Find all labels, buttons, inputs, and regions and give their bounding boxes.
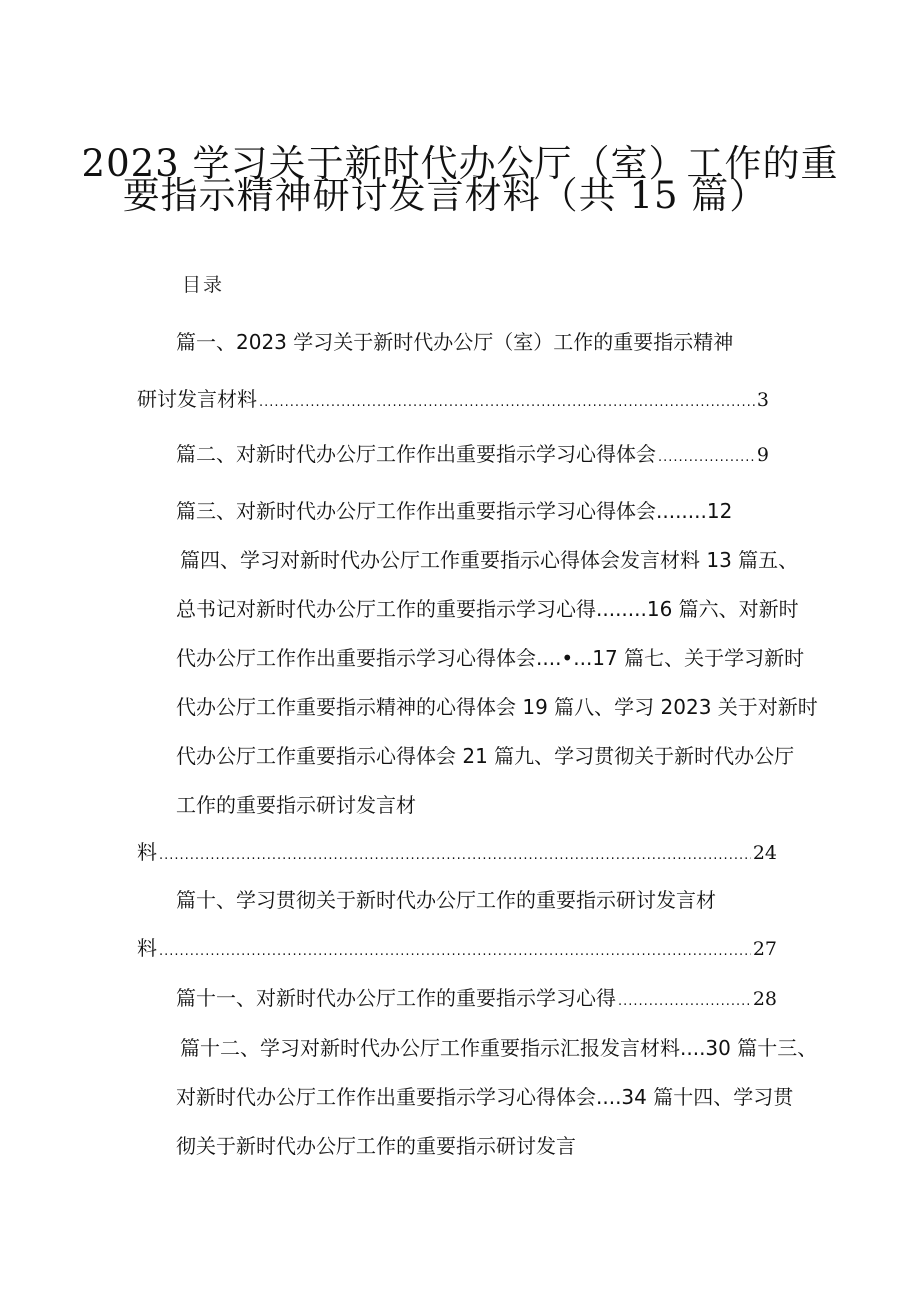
toc-para-line-6: 工作的重要指示研讨发言材 [176,793,416,817]
toc-item-10-tail [137,932,777,961]
toc-item-10-title-tail: 料 [137,936,157,960]
toc-para-line-4: 代办公厅工作重要指示精神的心得体会 19 篇八、学习 2023 关于对新时 [176,695,818,719]
leader-dots [159,944,751,959]
toc-item-11 [176,982,777,1011]
toc-para2-line-3: 彻关于新时代办公厅工作的重要指示研讨发言 [176,1134,576,1158]
toc-para-line-5: 代办公厅工作重要指示心得体会 21 篇九、学习贯彻关于新时代办公厅 [176,744,795,768]
leader-dots [658,450,755,465]
toc-item-2 [176,438,769,467]
toc-item-11-page: 28 [752,988,777,1010]
toc-item-10-page: 27 [752,938,777,960]
toc-para2-line-1: 篇十二、学习对新时代办公厅工作重要指示汇报发言材料....30 篇十三、 [180,1036,818,1060]
toc-item-2-page: 9 [756,444,769,466]
toc-heading: 目录 [182,274,225,296]
toc-para2-line-2: 对新时代办公厅工作作出重要指示学习心得体会....34 篇十四、学习贯 [176,1085,794,1109]
toc-item-2-title: 篇二、对新时代办公厅工作作出重要指示学习心得体会 [176,442,656,466]
toc-item-11-title: 篇十一、对新时代办公厅工作的重要指示学习心得 [176,986,616,1010]
toc-item-1-title-tail: 研讨发言材料 [137,387,257,411]
leader-dots [259,395,755,410]
toc-item-10-line-1: 篇十、学习贯彻关于新时代办公厅工作的重要指示研讨发言材 [176,888,716,912]
document-title-line-1: 2023 学习关于新时代办公厅（室）工作的重 [81,142,839,185]
toc-item-9-tail [137,836,777,865]
toc-para-line-1: 篇四、学习对新时代办公厅工作重要指示心得体会发言材料 13 篇五、 [180,548,799,572]
toc-item-1-line-1: 篇一、2023 学习关于新时代办公厅（室）工作的重要指示精神 [176,330,734,354]
leader-dots [159,848,751,863]
toc-para-line-3: 代办公厅工作作出重要指示学习心得体会....•...17 篇七、关于学习新时 [176,646,805,670]
toc-item-1-line-2 [137,383,769,412]
toc-para-line-2: 总书记对新时代办公厅工作的重要指示学习心得........16 篇六、对新时 [176,597,799,621]
toc-item-3: 篇三、对新时代办公厅工作作出重要指示学习心得体会........12 [176,499,733,523]
document-title-line-2: 要指示精神研讨发言材料（共 15 篇） [122,174,768,217]
toc-item-9-title-tail: 料 [137,840,157,864]
toc-item-1-page: 3 [756,389,769,411]
toc-item-9-page: 24 [752,842,777,864]
leader-dots [618,994,751,1009]
